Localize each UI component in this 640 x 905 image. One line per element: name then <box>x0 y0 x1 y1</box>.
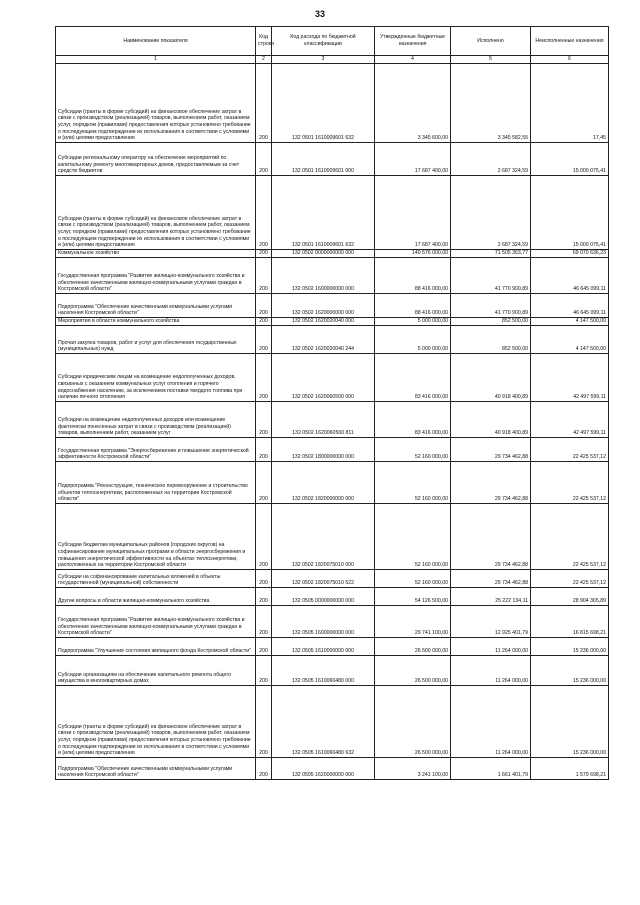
row-remaining: 15 236 000,00 <box>531 656 609 686</box>
table-row <box>56 462 609 504</box>
row-remaining: 15 000 075,41 <box>531 143 609 176</box>
row-classification-code: 132 0502 1600000000 000 <box>272 258 375 294</box>
table-row <box>56 606 609 638</box>
row-indicator-name: Государственная программа "Развитие жилищно-коммунального хозяйства и обеспечение качественными жилищно-коммунальными услугами граждан в Костромской области" <box>56 606 256 638</box>
column-number: 2 <box>256 56 272 64</box>
table-row <box>56 758 609 780</box>
row-line-code: 200 <box>256 570 272 588</box>
table-header-row <box>56 27 609 56</box>
column-number: 1 <box>56 56 256 64</box>
row-remaining: 22 425 537,12 <box>531 570 609 588</box>
row-remaining: 28 904 365,89 <box>531 588 609 606</box>
row-classification-code: 132 0505 1610000000 000 <box>272 638 375 656</box>
row-indicator-name: Коммунальное хозяйство <box>56 250 256 258</box>
row-approved: 5 000 000,00 <box>375 318 451 326</box>
row-line-code: 200 <box>256 354 272 402</box>
row-executed: 2 687 324,59 <box>451 143 531 176</box>
row-classification-code: 132 0505 1620000000 000 <box>272 758 375 780</box>
header-approved: Утвержденные бюджетные назначения <box>375 27 451 56</box>
row-remaining: 22 425 537,12 <box>531 438 609 462</box>
row-classification-code: 132 0505 1610060480 000 <box>272 656 375 686</box>
table-row <box>56 504 609 570</box>
row-line-code: 200 <box>256 326 272 354</box>
row-line-code: 200 <box>256 402 272 438</box>
row-classification-code: 132 0502 1620020040 244 <box>272 326 375 354</box>
row-remaining: 1 579 698,21 <box>531 758 609 780</box>
column-number: 5 <box>451 56 531 64</box>
row-classification-code: 132 0501 1610009601 632 <box>272 176 375 250</box>
row-indicator-name: Субсидии организациям на обеспечение капитального ремонта общего имущества в многоквартирных домах <box>56 656 256 686</box>
row-executed: 2 687 324,59 <box>451 176 531 250</box>
row-approved: 52 160 000,00 <box>375 462 451 504</box>
row-remaining: 46 645 099,11 <box>531 258 609 294</box>
row-line-code: 200 <box>256 462 272 504</box>
row-approved: 83 416 000,00 <box>375 402 451 438</box>
row-approved: 52 160 000,00 <box>375 570 451 588</box>
table-row <box>56 570 609 588</box>
row-executed: 29 734 462,88 <box>451 570 531 588</box>
row-remaining: 4 147 500,00 <box>531 326 609 354</box>
row-remaining: 46 645 099,11 <box>531 294 609 318</box>
row-indicator-name: Другие вопросы в области жилищно-коммунального хозяйства <box>56 588 256 606</box>
row-approved: 5 000 000,00 <box>375 326 451 354</box>
column-number: 4 <box>375 56 451 64</box>
row-indicator-name: Подпрограмма "Обеспечение качественными коммунальными услугами населения Костромской области" <box>56 758 256 780</box>
row-indicator-name: Подпрограмма "Реконструкция, техническое перевооружение и строительство объектов теплоэнергетики, расположенных на территории Костромской области" <box>56 462 256 504</box>
row-approved: 3 345 600,00 <box>375 64 451 143</box>
table-row <box>56 258 609 294</box>
row-approved: 88 416 000,00 <box>375 294 451 318</box>
row-approved: 17 687 400,00 <box>375 176 451 250</box>
table-row <box>56 656 609 686</box>
row-classification-code: 132 0502 1820075010 000 <box>272 504 375 570</box>
row-line-code: 200 <box>256 438 272 462</box>
row-approved: 83 416 000,00 <box>375 354 451 402</box>
row-indicator-name: Подпрограмма "Улучшение состояния жилищного фонда Костромской области" <box>56 638 256 656</box>
row-executed: 40 918 400,89 <box>451 402 531 438</box>
table-row <box>56 294 609 318</box>
row-line-code: 200 <box>256 606 272 638</box>
table-row <box>56 686 609 758</box>
row-classification-code: 132 0502 1820000000 000 <box>272 462 375 504</box>
row-executed: 25 222 134,11 <box>451 588 531 606</box>
table-row <box>56 588 609 606</box>
row-indicator-name: Субсидии на возмещение недополученных доходов или возмещение фактически понесенных затрат в связи с производством (реализацией) товаров, выполнением работ, оказанием услуг <box>56 402 256 438</box>
row-line-code: 200 <box>256 504 272 570</box>
row-indicator-name: Мероприятия в области коммунального хозяйства <box>56 318 256 326</box>
row-indicator-name: Субсидии на софинансирование капитальных вложений в объекты государственной (муниципальной) собственности <box>56 570 256 588</box>
row-line-code: 200 <box>256 250 272 258</box>
header-indicator-name: Наименование показателя <box>56 27 256 56</box>
row-line-code: 200 <box>256 176 272 250</box>
row-line-code: 200 <box>256 318 272 326</box>
row-line-code: 200 <box>256 758 272 780</box>
table-row <box>56 354 609 402</box>
row-executed: 29 734 462,88 <box>451 462 531 504</box>
row-approved: 52 160 000,00 <box>375 438 451 462</box>
row-approved: 17 687 400,00 <box>375 143 451 176</box>
table-row <box>56 176 609 250</box>
row-remaining: 16 815 698,21 <box>531 606 609 638</box>
row-remaining: 15 236 000,00 <box>531 686 609 758</box>
table-body <box>56 64 609 780</box>
row-remaining: 42 497 599,11 <box>531 354 609 402</box>
column-number-row <box>56 56 609 64</box>
row-executed: 71 505 363,77 <box>451 250 531 258</box>
row-line-code: 200 <box>256 258 272 294</box>
row-executed: 29 734 462,88 <box>451 504 531 570</box>
row-classification-code: 132 0505 1610060480 632 <box>272 686 375 758</box>
row-executed: 11 264 000,00 <box>451 638 531 656</box>
row-approved: 88 416 000,00 <box>375 258 451 294</box>
row-classification-code: 132 0505 0000000000 000 <box>272 588 375 606</box>
row-indicator-name: Субсидии бюджетам муниципальных районов (городских округов) на софинансирование муниципальных программ в области энергосбережения и повышения энергетической эффективности на объектах теплоэнергетики, расположенных на территории Костромской области <box>56 504 256 570</box>
row-remaining: 42 497 599,11 <box>531 402 609 438</box>
row-executed: 11 264 000,00 <box>451 686 531 758</box>
row-approved: 52 160 000,00 <box>375 504 451 570</box>
row-indicator-name: Субсидии (гранты в форме субсидий) на финансовое обеспечение затрат в связи с производством (реализацией) товаров, выполнением работ, оказанием услуг, порядком (правилами) предоставления которых установлено требование о последующем подтверждении их использования в соответствии с условиями и (или) целями предоставления <box>56 686 256 758</box>
row-classification-code: 132 0502 1620060500 000 <box>272 354 375 402</box>
row-approved: 26 500 000,00 <box>375 638 451 656</box>
row-executed: 41 770 900,89 <box>451 258 531 294</box>
row-remaining: 4 147 500,00 <box>531 318 609 326</box>
row-remaining: 17,45 <box>531 64 609 143</box>
row-indicator-name: Государственная программа "Развитие жилищно-коммунального хозяйства и обеспечение качественными жилищно-коммунальными услугами граждан в Костромской области" <box>56 258 256 294</box>
row-line-code: 200 <box>256 143 272 176</box>
row-classification-code: 132 0502 1620020040 000 <box>272 318 375 326</box>
table-row <box>56 250 609 258</box>
row-executed: 40 918 400,89 <box>451 354 531 402</box>
row-indicator-name: Субсидии (гранты в форме субсидий) на финансовое обеспечение затрат в связи с производством (реализацией) товаров, выполнением работ, оказанием услуг, порядком (правилами) предоставления которых установлено требование о последующем подтверждении их использования в соответствии с условиями и (или) целями предоставления <box>56 64 256 143</box>
row-approved: 140 576 000,00 <box>375 250 451 258</box>
row-classification-code: 132 0502 1800000000 000 <box>272 438 375 462</box>
table-row <box>56 402 609 438</box>
row-remaining: 22 425 537,12 <box>531 462 609 504</box>
table-row <box>56 64 609 143</box>
budget-execution-table <box>55 26 609 780</box>
row-remaining: 22 425 537,12 <box>531 504 609 570</box>
row-indicator-name: Субсидии региональному оператору на обеспечение мероприятий по капитальному ремонту многоквартирных домов, предоставляемым за счет средств бюджетов <box>56 143 256 176</box>
header-line-code: Код строки <box>256 27 272 56</box>
header-executed: Исполнено <box>451 27 531 56</box>
row-line-code: 200 <box>256 656 272 686</box>
row-classification-code: 132 0501 1610009601 000 <box>272 143 375 176</box>
row-line-code: 200 <box>256 294 272 318</box>
row-classification-code: 132 0502 1620000000 000 <box>272 294 375 318</box>
row-executed: 3 345 582,55 <box>451 64 531 143</box>
row-indicator-name: Субсидии (гранты в форме субсидий) на финансовое обеспечение затрат в связи с производством (реализацией) товаров, выполнением работ, оказанием услуг, порядком (правилами) предоставления которых установлено требование о последующем подтверждении их использования в соответствии с условиями и (или) целями предоставления <box>56 176 256 250</box>
row-executed: 29 734 462,88 <box>451 438 531 462</box>
row-executed: 852 500,00 <box>451 318 531 326</box>
row-indicator-name: Подпрограмма "Обеспечение качественными коммунальными услугами населения Костромской области" <box>56 294 256 318</box>
table-row <box>56 638 609 656</box>
row-indicator-name: Государственная программа "Энергосбережение и повышение энергетической эффективности Костромской области" <box>56 438 256 462</box>
row-line-code: 200 <box>256 64 272 143</box>
row-approved: 3 241 100,00 <box>375 758 451 780</box>
row-classification-code: 132 0505 1600000000 000 <box>272 606 375 638</box>
header-remaining: Неисполненные назначения <box>531 27 609 56</box>
row-classification-code: 132 0501 1610009601 632 <box>272 64 375 143</box>
page-number: 33 <box>314 9 325 19</box>
row-classification-code: 132 0502 1620060500 811 <box>272 402 375 438</box>
row-classification-code: 132 0502 0000000000 000 <box>272 250 375 258</box>
row-remaining: 15 236 000,00 <box>531 638 609 656</box>
row-classification-code: 132 0502 1820075010 522 <box>272 570 375 588</box>
row-remaining: 15 000 075,41 <box>531 176 609 250</box>
row-line-code: 200 <box>256 638 272 656</box>
row-executed: 41 770 900,89 <box>451 294 531 318</box>
row-approved: 26 500 000,00 <box>375 656 451 686</box>
row-executed: 12 925 401,79 <box>451 606 531 638</box>
table-row <box>56 438 609 462</box>
row-indicator-name: Субсидии юридическим лицам на возмещение недополученных доходов, связанных с оказанием коммунальных услуг отопления и горячего водоснабжения населению, за исключением поставки твердого топлива при наличии печного отопления <box>56 354 256 402</box>
row-executed: 1 661 401,79 <box>451 758 531 780</box>
table-row <box>56 143 609 176</box>
row-indicator-name: Прочая закупка товаров, работ и услуг для обеспечения государственных (муниципальных) нужд <box>56 326 256 354</box>
row-executed: 11 264 000,00 <box>451 656 531 686</box>
row-line-code: 200 <box>256 588 272 606</box>
row-executed: 852 500,00 <box>451 326 531 354</box>
table-row <box>56 318 609 326</box>
table-row <box>56 326 609 354</box>
row-approved: 26 500 000,00 <box>375 686 451 758</box>
row-approved: 29 741 100,00 <box>375 606 451 638</box>
row-line-code: 200 <box>256 686 272 758</box>
row-remaining: 69 070 636,23 <box>531 250 609 258</box>
row-approved: 54 126 500,00 <box>375 588 451 606</box>
header-classification-code: Код расхода по бюджетной классификации <box>272 27 375 56</box>
column-number: 3 <box>272 56 375 64</box>
column-number: 6 <box>531 56 609 64</box>
